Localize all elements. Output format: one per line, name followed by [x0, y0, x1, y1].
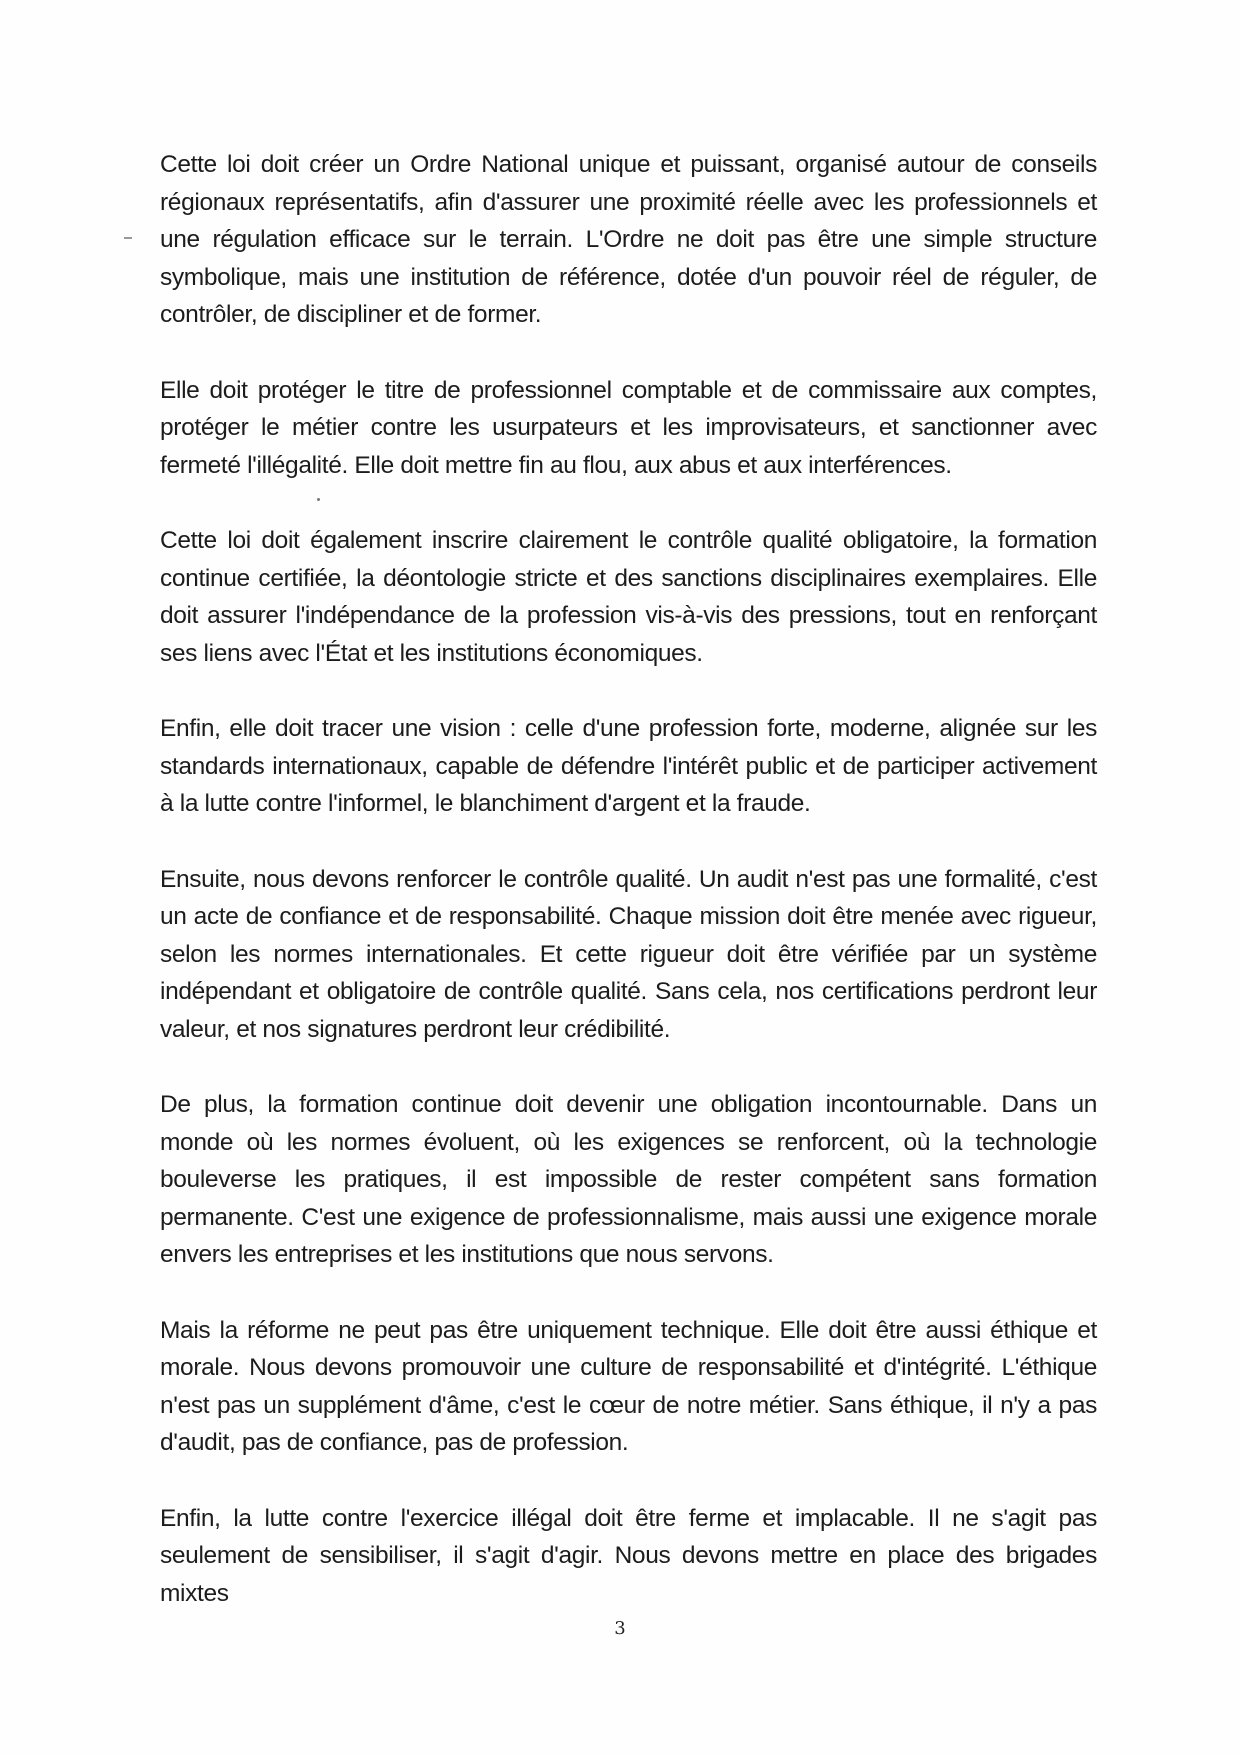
- paragraph-formation-continue: De plus, la formation continue doit devenir une obligation incontournable. Dans un monde où les normes évoluent, où les exigences se renforcent, où la technologie bouleverse les pratiques, il est impossible de rester compétent sans formation permanente. C'est une exigence de professionnalisme, mais aussi une exigence morale envers les entreprises et les institutions que nous servons.: [160, 1091, 1097, 1268]
- paragraph-protection-titre: Elle doit protéger le titre de professionnel comptable et de commissaire aux comptes, protéger le métier contre les usurpateurs et les improvisateurs, et sanctionner avec fermeté l'illégalité. Elle doit mettre fin au flou, aux abus et aux interférences.: [160, 376, 1097, 479]
- page-number: 3: [614, 1618, 626, 1639]
- paragraph-ordre-national: Cette loi doit créer un Ordre National unique et puissant, organisé autour de conseils régionaux représentatifs, afin d'assurer une proximité réelle avec les professionnels et une régulation efficace sur le terrain. L'Ordre ne doit pas être une simple structure symbolique, mais une institution de référence, dotée d'un pouvoir réel de réguler, de contrôler, de discipliner et de former.: [160, 151, 1097, 328]
- paragraph-vision: Enfin, elle doit tracer une vision : celle d'une profession forte, moderne, alignée sur les standards internationaux, capable de défendre l'intérêt public et de participer activement à la lutte contre l'informel, le blanchiment d'argent et la fraude.: [160, 715, 1097, 817]
- document-body: [160, 146, 1097, 1650]
- paragraph-renforcer-controle: Ensuite, nous devons renforcer le contrôle qualité. Un audit n'est pas une formalité, c'est un acte de confiance et de responsabilité. Chaque mission doit être menée avec rigueur, selon les normes internationales. Et cette rigueur doit être vérifiée par un système indépendant et obligatoire de contrôle qualité. Sans cela, nos certifications perdront leur valeur, et nos signatures perdront leur crédibilité.: [160, 865, 1097, 1043]
- paragraph-exercice-illegal: Enfin, la lutte contre l'exercice illégal doit être ferme et implacable. Il ne s'agit pas seulement de sensibiliser, il s'agit d'agir. Nous devons mettre en place des brigades mixtes: [160, 1504, 1097, 1607]
- paragraph-controle-qualite-loi: Cette loi doit également inscrire clairement le contrôle qualité obligatoire, la formation continue certifiée, la déontologie stricte et des sanctions disciplinaires exemplaires. Elle doit assurer l'indépendance de la profession vis-à-vis des pressions, tout en renforçant ses liens avec l'État et les institutions économiques.: [160, 527, 1097, 667]
- scan-artifact: [124, 237, 132, 239]
- paragraph-ethique: Mais la réforme ne peut pas être uniquement technique. Elle doit être aussi éthique et morale. Nous devons promouvoir une culture de responsabilité et d'intégrité. L'éthique n'est pas un supplément d'âme, c'est le cœur de notre métier. Sans éthique, il n'y a pas d'audit, pas de confiance, pas de profession.: [160, 1316, 1097, 1456]
